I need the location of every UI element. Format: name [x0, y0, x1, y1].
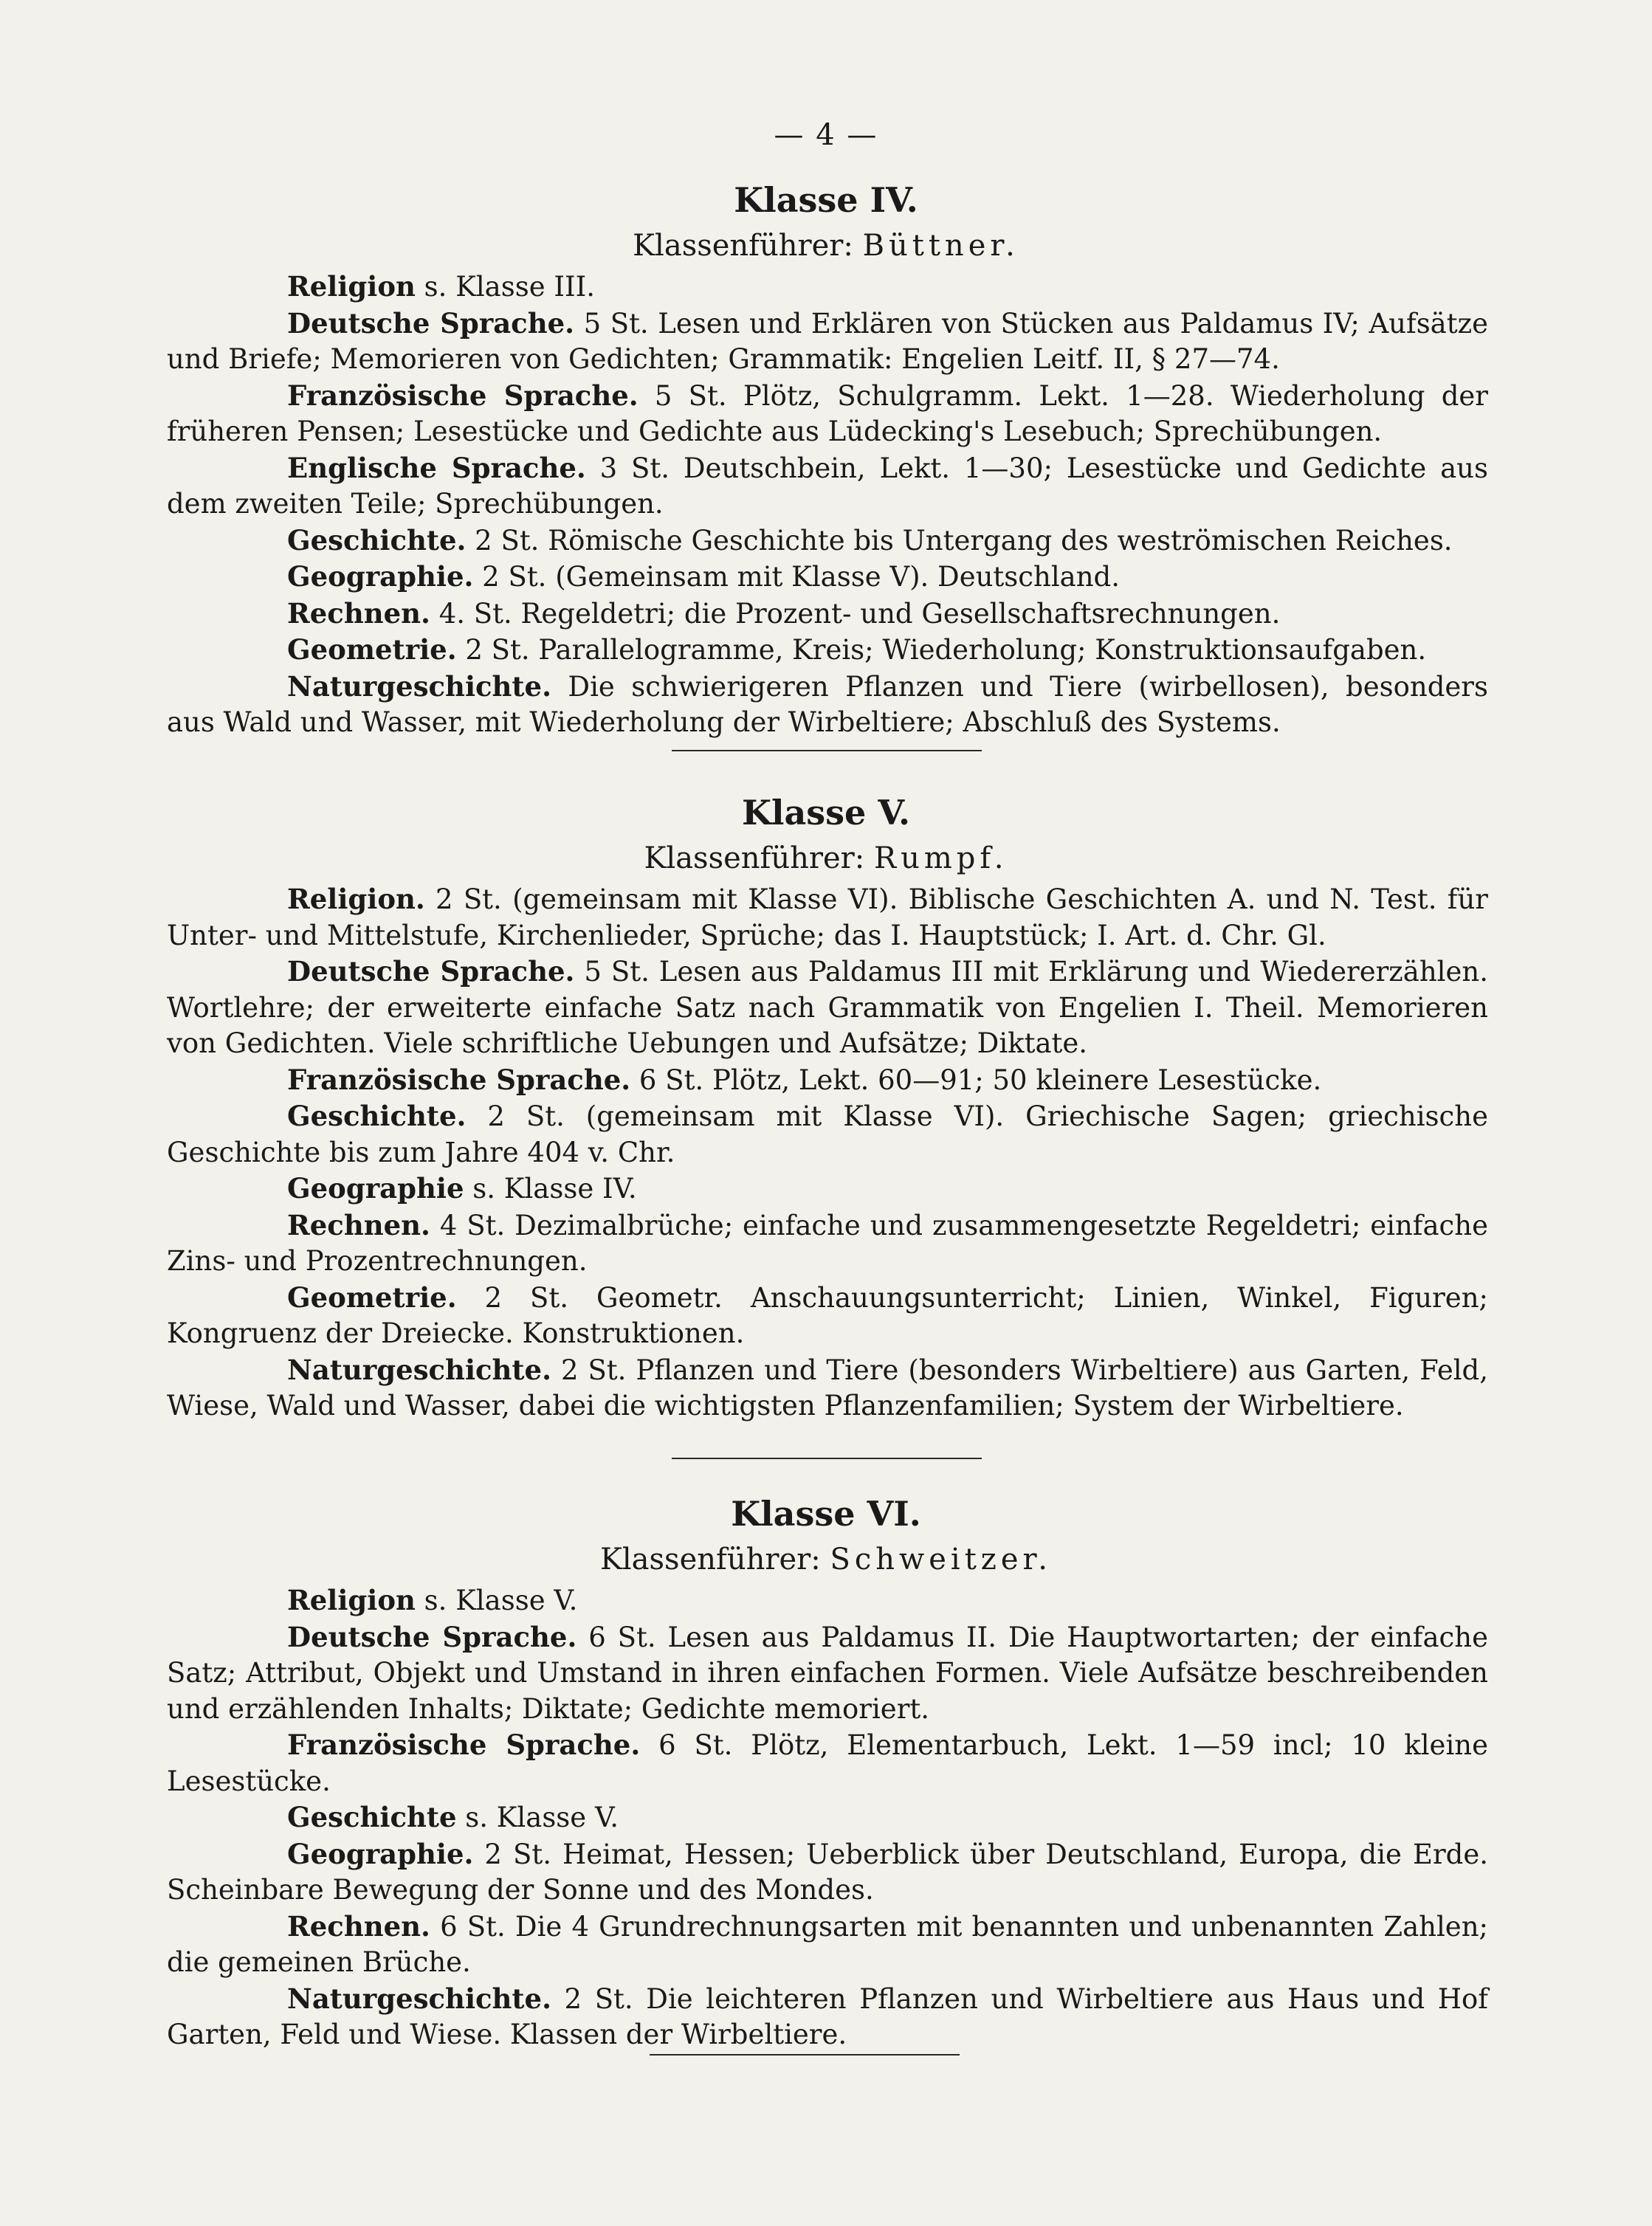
entry-text: 6 St. Lesen aus Paldamus II. Die Hauptwortarten; der einfache Satz; Attribut, Objekt und Umstand in ihren einfachen Formen. Viele Aufsätze beschreibenden und erzählenden Inhalts; Diktate; Gedichte memoriert. — [167, 1621, 1488, 1725]
section-divider — [650, 2054, 960, 2056]
entry-text: 5 St. Lesen und Erklären von Stücken aus Paldamus IV; Aufsätze und Briefe; Memorieren von Gedichten; Grammatik: Engelien Leitf. II, § 27—74. — [167, 307, 1488, 375]
entry-text: 5 St. Lesen aus Paldamus III mit Erklärung und Wiedererzählen. Wortlehre; der erweiterte einfache Satz nach Grammatik von Engelien I. Theil. Memorieren von Gedichten. Viele schriftliche Uebungen und Aufsätze; Diktate. — [167, 956, 1488, 1059]
entry-subject: Naturgeschichte. — [287, 669, 551, 703]
entry-rechnen — [167, 1909, 1488, 1981]
entry-subject: Religion. — [287, 883, 425, 915]
entry-geographie — [167, 559, 1488, 596]
entry-subject: Naturgeschichte. — [287, 1982, 551, 2015]
entry-text: Die schwierigeren Pflanzen und Tiere (wirbellosen), besonders aus Wald und Wasser, mit Wiederholung der Wirbeltiere; Abschluß des Systems. — [167, 670, 1488, 738]
entry-subject: Deutsche Sprache. — [287, 1620, 577, 1653]
entry-geographie — [167, 1836, 1488, 1909]
entry-text: s. Klasse IV. — [464, 1173, 637, 1205]
entry-text: 2 St. Die leichteren Pflanzen und Wirbeltiere aus Haus und Hof Garten, Feld und Wiese. Klassen der Wirbeltiere. — [167, 1982, 1488, 2050]
entry-geographie — [167, 1171, 1488, 1207]
entry-religion — [167, 269, 1488, 306]
entry-naturgeschichte — [167, 1352, 1488, 1424]
entry-religion — [167, 881, 1488, 954]
entry-text: 6 St. Die 4 Grundrechnungsarten mit benannten und unbenannten Zahlen; die gemeinen Brüche. — [167, 1910, 1488, 1978]
entry-subject: Französische Sprache. — [287, 1063, 631, 1096]
entry-subject: Religion — [287, 1584, 416, 1616]
entry-text: 6 St. Plötz, Elementarbuch, Lekt. 1—59 incl; 10 kleine Lesestücke. — [167, 1729, 1488, 1797]
entry-text: 2 St. Heimat, Hessen; Ueberblick über Deutschland, Europa, die Erde. Scheinbare Bewegung der Sonne und des Mondes. — [167, 1838, 1488, 1906]
entry-subject: Französische Sprache. — [287, 379, 639, 412]
entry-subject: Religion — [287, 270, 416, 303]
entry-subject: Geschichte. — [287, 1100, 467, 1132]
entry-text: 2 St. (Gemeinsam mit Klasse V). Deutschland. — [473, 561, 1120, 593]
entry-subject: Geographie. — [287, 560, 474, 593]
entry-subject: Deutsche Sprache. — [287, 306, 575, 340]
entry-geometrie — [167, 632, 1488, 669]
entry-geschichte — [167, 1098, 1488, 1171]
section-divider — [672, 1458, 982, 1459]
leader-label: Klassenführer: — [633, 229, 853, 263]
class-leader — [0, 1537, 1652, 1582]
entry-deutsch — [167, 1619, 1488, 1728]
entry-geometrie — [167, 1280, 1488, 1352]
entry-text: 2 St. Parallelogramme, Kreis; Wiederholung; Konstruktionsaufgaben. — [456, 634, 1427, 666]
class-leader — [0, 835, 1652, 881]
entry-text: 2 St. (gemeinsam mit Klasse VI). Biblische Geschichten A. und N. Test. für Unter- und Mittelstufe, Kirchenlieder, Sprüche; das I. Hauptstück; I. Art. d. Chr. Gl. — [167, 883, 1488, 951]
leader-name: Rumpf. — [873, 841, 1008, 875]
entry-subject: Englische Sprache. — [287, 451, 586, 484]
entry-englisch — [167, 450, 1488, 523]
entry-text: 2 St. (gemeinsam mit Klasse VI). Griechische Sagen; griechische Geschichte bis zum Jahre 404 v. Chr. — [167, 1100, 1488, 1168]
entry-religion — [167, 1582, 1488, 1619]
section-title: Klasse V. — [741, 793, 910, 833]
entry-subject: Geographie — [287, 1172, 464, 1205]
entry-text: 5 St. Plötz, Schulgramm. Lekt. 1—28. Wiederholung der früheren Pensen; Lesestücke und Gedichte aus Lüdecking's Lesebuch; Sprechübungen. — [167, 379, 1488, 447]
section-klasse-iv — [167, 177, 1488, 741]
entry-rechnen — [167, 1207, 1488, 1280]
entry-subject: Rechnen. — [287, 1208, 430, 1241]
entry-naturgeschichte — [167, 1981, 1488, 2053]
entry-naturgeschichte — [167, 669, 1488, 741]
entry-text: 4. St. Regeldetri; die Prozent- und Gesellschaftsrechnungen. — [430, 597, 1281, 630]
class-leader — [0, 223, 1652, 269]
entry-text: s. Klasse III. — [415, 271, 595, 303]
page-number: — 4 — — [774, 118, 878, 152]
entry-geschichte — [167, 523, 1488, 559]
entry-subject: Französische Sprache. — [287, 1729, 641, 1761]
entry-subject: Geschichte. — [287, 523, 467, 556]
entry-rechnen — [167, 596, 1488, 633]
entry-text: s. Klasse V. — [456, 1802, 619, 1833]
entry-text: 3 St. Deutschbein, Lekt. 1—30; Lesestücke und Gedichte aus dem zweiten Teile; Sprechübungen. — [167, 452, 1488, 520]
section-klasse-vi — [167, 1491, 1488, 2053]
entry-text: 4 St. Dezimalbrüche; einfache und zusammengesetzte Regeldetri; einfache Zins- und Prozentrechnungen. — [167, 1209, 1488, 1277]
entry-subject: Naturgeschichte. — [287, 1353, 551, 1386]
entry-deutsch — [167, 954, 1488, 1062]
entry-subject: Geometrie. — [287, 1281, 457, 1314]
entry-franzoesisch — [167, 378, 1488, 450]
leader-name: Büttner. — [862, 229, 1019, 263]
entry-deutsch — [167, 306, 1488, 378]
leader-name: Schweitzer. — [830, 1543, 1052, 1577]
entry-subject: Rechnen. — [287, 596, 430, 630]
entry-subject: Geographie. — [287, 1837, 474, 1870]
entry-franzoesisch — [167, 1062, 1488, 1099]
entry-text: 2 St. Geometr. Anschauungsunterricht; Linien, Winkel, Figuren; Kongruenz der Dreiecke. Konstruktionen. — [167, 1281, 1488, 1349]
leader-label: Klassenführer: — [600, 1543, 821, 1577]
entry-subject: Deutsche Sprache. — [287, 955, 575, 988]
entry-text: 6 St. Plötz, Lekt. 60—91; 50 kleinere Lesestücke. — [630, 1064, 1322, 1096]
entry-subject: Geschichte — [287, 1801, 457, 1833]
entry-subject: Geometrie. — [287, 633, 457, 666]
entry-geschichte — [167, 1799, 1488, 1836]
entry-text: 2 St. Pflanzen und Tiere (besonders Wirbeltiere) aus Garten, Feld, Wiese, Wald und Wasser, dabei die wichtigsten Pflanzenfamilien; System der Wirbeltiere. — [167, 1354, 1488, 1422]
leader-label: Klassenführer: — [644, 841, 865, 875]
entry-text: s. Klasse V. — [415, 1585, 578, 1616]
section-klasse-v — [167, 790, 1488, 1424]
entry-franzoesisch — [167, 1727, 1488, 1799]
entry-subject: Rechnen. — [287, 1909, 430, 1943]
section-title: Klasse VI. — [731, 1494, 921, 1534]
section-divider — [672, 750, 982, 751]
section-title: Klasse IV. — [734, 180, 918, 220]
entry-text: 2 St. Römische Geschichte bis Untergang des weströmischen Reiches. — [466, 524, 1453, 556]
